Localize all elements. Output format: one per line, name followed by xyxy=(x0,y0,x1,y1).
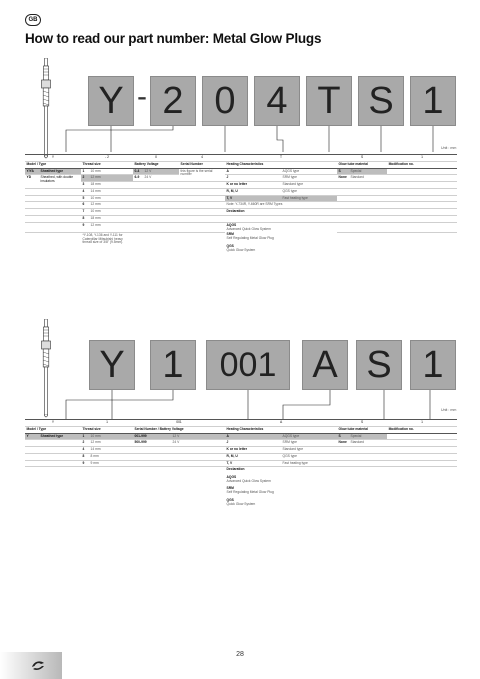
header-serial: Serial Number / Battery Voltage xyxy=(133,426,225,433)
header-material: Glow tube material xyxy=(337,161,387,168)
declaration-text: Advanced Quick Glow System xyxy=(226,226,271,231)
code-modification: 1 xyxy=(387,420,457,427)
heating-desc: AQGS type xyxy=(281,433,337,440)
header-model: Model / Type xyxy=(25,426,81,433)
declaration-title: AQGS xyxy=(226,222,237,227)
heating-desc: Fast heating type xyxy=(281,460,337,467)
declaration-text: Quick Glow System xyxy=(226,501,256,506)
model-desc: Sheathed, with double insulators xyxy=(39,175,81,189)
code-box-heating: A xyxy=(302,340,348,390)
thread-size: 8 mm xyxy=(89,453,133,460)
material-desc: Standard xyxy=(349,175,387,182)
thread-code: 2 xyxy=(81,440,89,447)
thread-size: 18 mm xyxy=(89,216,133,223)
serial-voltage: 24 V xyxy=(171,440,225,447)
code-heating: A xyxy=(225,420,337,427)
code-heating: T xyxy=(225,155,337,162)
code-serial: 4 xyxy=(179,155,225,162)
thread-size: 12 mm xyxy=(89,175,133,182)
part-number-table-1 xyxy=(25,154,457,253)
material-desc: Standard xyxy=(349,440,387,447)
declaration-title: Declaration xyxy=(225,209,337,216)
declaration-title: SRM xyxy=(226,486,234,491)
declaration-text: Quick Glow System xyxy=(226,247,256,252)
thread-code: 6 xyxy=(81,202,89,209)
code-box-model: Y xyxy=(89,340,135,390)
code-box-modification: 1 xyxy=(410,340,456,390)
model-code: Y xyxy=(25,433,39,440)
unit-label: Unit : mm xyxy=(441,146,457,150)
voltage-code: 6-9 xyxy=(133,175,143,182)
thread-size: 14 mm xyxy=(89,188,133,195)
code-box-thread: 2 xyxy=(150,76,196,126)
header-modification: Modification no. xyxy=(387,426,457,433)
declaration-title: SRM xyxy=(226,232,234,237)
header-heating: Heating Characteristics xyxy=(225,161,337,168)
thread-code: 1 xyxy=(81,433,89,440)
heating-code: J xyxy=(225,175,281,182)
header-voltage: Battery Voltage xyxy=(133,161,179,168)
voltage-code: 0-4 xyxy=(133,168,143,175)
code-box-heating: T xyxy=(306,76,352,126)
material-desc: Special xyxy=(349,168,387,175)
page-number: 28 xyxy=(236,651,244,658)
thread-code: 4 xyxy=(81,188,89,195)
heating-desc: QGS type xyxy=(281,188,337,195)
declaration-title: QGS xyxy=(226,243,234,248)
code-box-material: S xyxy=(358,76,404,126)
voltage-value: 12 V xyxy=(143,168,179,175)
thread-size: 12 mm xyxy=(89,440,133,447)
page-title: How to read our part number: Metal Glow Plugs xyxy=(25,31,322,46)
code-model: Y xyxy=(25,155,81,162)
heating-desc: Standard type xyxy=(281,182,337,189)
code-model: Y xyxy=(25,420,81,427)
part-number-table-2 xyxy=(25,419,457,507)
glow-plug-illustration xyxy=(40,319,52,419)
thread-code: 2 xyxy=(81,175,89,182)
declaration-title: AQGS xyxy=(226,475,237,480)
code-modification: 1 xyxy=(387,155,457,162)
thread-code: 3 xyxy=(81,182,89,189)
brand-logo-icon xyxy=(30,658,46,672)
thread-size: 12 mm xyxy=(89,222,133,232)
declaration-text: Advanced Quick Glow System xyxy=(226,478,271,483)
code-thread: 1 xyxy=(81,420,133,427)
code-box-voltage: 0 xyxy=(202,76,248,126)
heating-desc: Fast heating type xyxy=(281,195,337,202)
thread-code: 9 xyxy=(81,460,89,467)
material-code: S xyxy=(337,168,349,175)
code-material: S xyxy=(337,420,387,427)
thread-size: 9 mm xyxy=(89,460,133,467)
serial-range: 500-999 xyxy=(133,440,171,447)
header-serial: Serial Number xyxy=(179,161,225,168)
heating-code: R, M, U xyxy=(225,453,281,460)
region-badge: GB xyxy=(25,14,41,26)
heating-code: K or no letter xyxy=(225,447,281,454)
thread-size: 10 mm xyxy=(89,168,133,175)
model-desc: Sheathed type xyxy=(39,168,81,175)
heating-desc: QGS type xyxy=(281,453,337,460)
thread-code: 1 xyxy=(81,168,89,175)
header-material: Glow tube material xyxy=(337,426,387,433)
header-thread: Thread size xyxy=(81,161,133,168)
model-code: YD xyxy=(25,175,39,189)
code-box-model: Y xyxy=(88,76,134,126)
model-code: Y/YA xyxy=(25,168,39,175)
heating-desc: SRM type xyxy=(281,440,337,447)
declaration-title: QGS xyxy=(226,497,234,502)
code-box-modification: 1 xyxy=(410,76,456,126)
thread-code: 5 xyxy=(81,195,89,202)
unit-label: Unit : mm xyxy=(441,408,457,412)
serial-range: 001-999 xyxy=(133,433,171,440)
thread-size: 10 mm xyxy=(89,195,133,202)
material-code: None xyxy=(337,440,349,447)
declaration-text: Self Regulating Metal Glow Plug xyxy=(226,490,274,495)
code-thread: - 2 xyxy=(81,155,133,162)
thread-size: 14 mm xyxy=(89,447,133,454)
heating-note: Note: Y-734R, Y-660R are SRM Types xyxy=(225,202,337,209)
header-modification: Modification no. xyxy=(387,161,457,168)
code-box-material: S xyxy=(356,340,402,390)
heating-desc: AQGS type xyxy=(281,168,337,175)
heating-code: A xyxy=(225,433,281,440)
code-dash: - xyxy=(137,80,147,113)
thread-code: 9 xyxy=(81,222,89,232)
heating-desc: Standard type xyxy=(281,447,337,454)
thread-note: *Y-108, Y-136 and Y-111 for Caterpillar Mitsubishi heavy thread size of 3/8" (9.5mm). xyxy=(82,232,124,245)
heating-code: T, V xyxy=(225,195,281,202)
model-desc: Sheathed type xyxy=(39,433,81,440)
thread-size: 10 mm xyxy=(89,209,133,216)
material-code: None xyxy=(337,175,349,182)
voltage-value: 24 V xyxy=(143,175,179,182)
thread-size: 12 mm xyxy=(89,202,133,209)
heating-code: J xyxy=(225,440,281,447)
thread-size: 10 mm xyxy=(89,433,133,440)
declaration-text: Self Regulating Metal Glow Plug xyxy=(226,236,274,241)
code-material: S xyxy=(337,155,387,162)
serial-note: this figure is the serial number xyxy=(179,168,225,182)
header-heating: Heating Characteristics xyxy=(225,426,337,433)
thread-code: 8 xyxy=(81,453,89,460)
heating-code: R, M, U xyxy=(225,188,281,195)
material-desc: Special xyxy=(349,433,387,440)
material-code: S xyxy=(337,433,349,440)
declaration-title: Declaration xyxy=(226,467,245,472)
code-voltage: 0 xyxy=(133,155,179,162)
thread-size: 18 mm xyxy=(89,182,133,189)
code-box-serial: 4 xyxy=(254,76,300,126)
serial-voltage: 12 V xyxy=(171,433,225,440)
thread-code: 8 xyxy=(81,216,89,223)
thread-code: 4 xyxy=(81,447,89,454)
code-box-thread: 1 xyxy=(150,340,196,390)
header-model: Model / Type xyxy=(25,161,81,168)
heating-desc: SRM type xyxy=(281,175,337,182)
thread-code: 7 xyxy=(81,209,89,216)
code-serial: 001 xyxy=(133,420,225,427)
code-box-serial: 001 xyxy=(206,340,290,390)
heating-code: T, V xyxy=(225,460,281,467)
heating-code: K or no letter xyxy=(225,182,281,189)
header-thread: Thread size xyxy=(81,426,133,433)
heating-code: A xyxy=(225,168,281,175)
